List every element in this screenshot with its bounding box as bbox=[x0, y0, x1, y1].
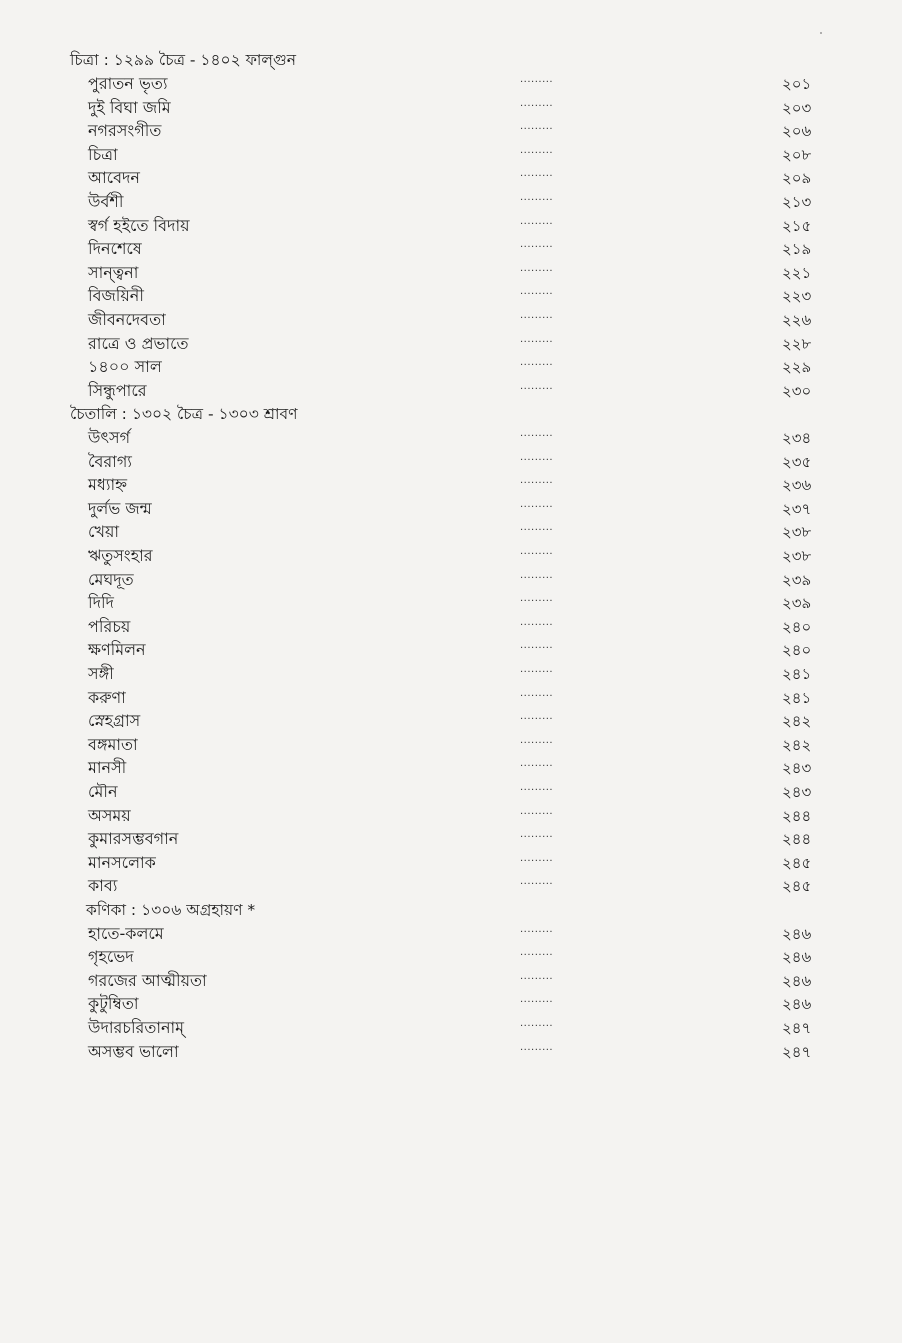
toc-entry bbox=[0, 355, 902, 379]
page-number: ২৪০ bbox=[782, 617, 812, 636]
toc-entry bbox=[0, 922, 902, 946]
page-number: ২০৩ bbox=[782, 98, 812, 117]
dot-leader: ......... bbox=[520, 805, 554, 817]
page-number: ২৪৫ bbox=[782, 877, 812, 896]
dot-leader: ......... bbox=[520, 546, 554, 557]
page-number: ২৪৩ bbox=[782, 783, 812, 801]
poem-title: ঋতুসংহার bbox=[88, 546, 153, 565]
page-number: ২৩৯ bbox=[782, 570, 812, 589]
poem-title: মেঘদূত bbox=[88, 569, 134, 589]
page-number: ২৩৫ bbox=[782, 452, 812, 471]
poem-title: হাতে-কলমে bbox=[88, 923, 164, 943]
toc-entry bbox=[0, 284, 902, 308]
page-number: ২২১ bbox=[782, 263, 812, 282]
poem-title: ১৪০০ সাল bbox=[88, 357, 162, 377]
poem-title: দুর্লভ জন্ম bbox=[88, 498, 152, 518]
dot-leader: ......... bbox=[520, 74, 554, 85]
toc-entry bbox=[0, 261, 902, 285]
toc-entry bbox=[0, 473, 902, 497]
toc-entry bbox=[0, 969, 902, 993]
toc-entry bbox=[0, 332, 902, 356]
poem-title: গরজের আত্মীয়তা bbox=[88, 970, 207, 990]
page-number: ২৩০ bbox=[782, 381, 812, 400]
dot-leader: ......... bbox=[520, 333, 554, 345]
section-heading-text: কণিকা : ১৩০৬ অগ্রহায়ণ * bbox=[86, 901, 256, 919]
toc-entry bbox=[0, 945, 902, 969]
dot-leader: ......... bbox=[520, 734, 554, 746]
toc-entry bbox=[0, 992, 902, 1016]
poem-title: স্নেহগ্রাস bbox=[88, 711, 141, 731]
page-number: ২৪১ bbox=[782, 665, 812, 683]
section-heading-chaitali bbox=[0, 402, 902, 426]
poem-title: কাব্য bbox=[88, 876, 118, 896]
dot-leader: ......... bbox=[520, 616, 554, 628]
page-number: ২১৩ bbox=[782, 193, 812, 211]
page-number: ২৪৩ bbox=[782, 759, 812, 778]
page-number: ২০১ bbox=[782, 75, 812, 93]
poem-title: বঙ্গমাতা bbox=[88, 734, 138, 754]
poem-title: উৎসর্গ bbox=[88, 428, 131, 447]
dot-leader: ......... bbox=[520, 687, 554, 699]
page-number: ২৪৬ bbox=[782, 995, 812, 1014]
page-number: ২৩৬ bbox=[782, 476, 812, 495]
toc-entry bbox=[0, 426, 902, 450]
page-number: ২১৯ bbox=[782, 240, 812, 259]
section-heading-text: চৈতালি : ১৩০২ চৈত্র - ১৩০৩ শ্রাবণ bbox=[70, 405, 298, 424]
page-number: ২২৮ bbox=[782, 334, 812, 353]
page-number: ২৪১ bbox=[782, 688, 812, 707]
page-number: ২৩৮ bbox=[782, 523, 812, 542]
poem-title: জীবনদেবতা bbox=[88, 310, 166, 329]
toc-entry bbox=[0, 214, 902, 238]
poem-title: দিদি bbox=[88, 593, 114, 613]
dot-leader: ......... bbox=[520, 970, 554, 982]
section-heading-kanika bbox=[0, 898, 902, 922]
dot-leader: ......... bbox=[520, 428, 554, 439]
dot-leader: ......... bbox=[520, 310, 554, 321]
page-number: ২৩৯ bbox=[782, 594, 812, 613]
page-number: ২০৮ bbox=[782, 145, 812, 164]
dot-leader: ......... bbox=[520, 923, 554, 935]
dot-leader: ......... bbox=[520, 758, 554, 770]
toc-entry bbox=[0, 733, 902, 757]
poem-title: স্বর্গ হইতে বিদায় bbox=[88, 215, 190, 235]
page-number: ২৪৬ bbox=[782, 971, 812, 990]
dot-leader: ......... bbox=[520, 451, 554, 463]
dot-leader: ......... bbox=[520, 121, 554, 133]
toc-entry bbox=[0, 756, 902, 780]
poem-title: করুণা bbox=[88, 687, 126, 707]
toc-entry bbox=[0, 638, 902, 662]
page-number: ২৪৫ bbox=[782, 853, 812, 872]
dot-leader: ......... bbox=[520, 876, 554, 888]
toc-entry bbox=[0, 851, 902, 875]
dot-leader: ......... bbox=[520, 947, 554, 959]
poem-title: অসময় bbox=[88, 805, 131, 825]
poem-title: সঙ্গী bbox=[88, 664, 114, 683]
dot-leader: ......... bbox=[520, 1018, 554, 1029]
dot-leader: ......... bbox=[520, 664, 554, 675]
paper-speck bbox=[820, 32, 822, 34]
dot-leader: ......... bbox=[520, 782, 554, 793]
dot-leader: ......... bbox=[520, 829, 554, 841]
toc-entry bbox=[0, 520, 902, 544]
dot-leader: ......... bbox=[520, 168, 554, 180]
section-heading-text: চিত্রা : ১২৯৯ চৈত্র - ১৪০২ ফাল্গুন bbox=[70, 51, 296, 69]
toc-entry bbox=[0, 874, 902, 898]
poem-title: গৃহভেদ bbox=[88, 947, 134, 967]
poem-title: পরিচয় bbox=[88, 616, 131, 636]
toc-entry bbox=[0, 143, 902, 167]
poem-title: চিত্রা bbox=[88, 144, 118, 164]
poem-title: কুটুম্বিতা bbox=[88, 994, 139, 1014]
page-number: ২৩৭ bbox=[782, 499, 812, 518]
dot-leader: ......... bbox=[520, 593, 554, 605]
dot-leader: ......... bbox=[520, 239, 554, 251]
dot-leader: ......... bbox=[520, 711, 554, 723]
toc-entry bbox=[0, 1040, 902, 1064]
page-number: ২৪২ bbox=[782, 712, 812, 731]
toc-entry bbox=[0, 686, 902, 710]
poem-title: দুই বিঘা জমি bbox=[88, 97, 171, 117]
section-heading-chitra bbox=[0, 48, 902, 72]
dot-leader: ......... bbox=[520, 286, 554, 298]
toc-entry bbox=[0, 662, 902, 686]
dot-leader: ......... bbox=[520, 569, 554, 581]
toc-entry bbox=[0, 96, 902, 120]
toc-entry bbox=[0, 827, 902, 851]
poem-title: দিনশেষে bbox=[88, 239, 142, 259]
page-number: ২২৩ bbox=[782, 287, 812, 306]
toc-entry bbox=[0, 119, 902, 143]
page-number: ২১৫ bbox=[782, 216, 812, 235]
page-number: ২৪৪ bbox=[782, 806, 812, 825]
poem-title: মানসী bbox=[88, 758, 127, 778]
poem-title: সান্ত্বনা bbox=[88, 262, 139, 282]
poem-title: মধ্যাহ্ন bbox=[88, 475, 128, 495]
toc-entry bbox=[0, 568, 902, 592]
page-number: ২২৯ bbox=[782, 358, 812, 377]
dot-leader: ......... bbox=[520, 192, 554, 203]
toc-entry bbox=[0, 1016, 902, 1040]
poem-title: সিন্ধুপারে bbox=[88, 380, 147, 400]
toc-entry bbox=[0, 804, 902, 828]
poem-title: আবেদন bbox=[88, 168, 140, 188]
poem-title: উর্বশী bbox=[88, 192, 124, 211]
toc-entry bbox=[0, 709, 902, 733]
toc-entry bbox=[0, 544, 902, 568]
page-number: ২৪২ bbox=[782, 735, 812, 754]
dot-leader: ......... bbox=[520, 1041, 554, 1053]
dot-leader: ......... bbox=[520, 640, 554, 652]
toc-entry bbox=[0, 591, 902, 615]
toc-entry bbox=[0, 379, 902, 403]
dot-leader: ......... bbox=[520, 522, 554, 534]
poem-title: অসম্ভব ভালো bbox=[88, 1041, 179, 1061]
dot-leader: ......... bbox=[520, 357, 554, 369]
page-number: ২২৬ bbox=[782, 311, 812, 329]
page-number: ২৩৪ bbox=[782, 429, 812, 447]
toc-entry bbox=[0, 450, 902, 474]
poem-title: কুমারসম্ভবগান bbox=[88, 829, 179, 849]
page-number: ২৪৬ bbox=[782, 948, 812, 967]
page-number: ২৪০ bbox=[782, 641, 812, 660]
poem-title: বিজয়িনী bbox=[88, 286, 144, 306]
dot-leader: ......... bbox=[520, 97, 554, 109]
toc-entry bbox=[0, 72, 902, 96]
page-number: ২০৯ bbox=[782, 169, 812, 188]
page-number: ২৪৭ bbox=[782, 1019, 812, 1037]
page-number: ২৪৪ bbox=[782, 830, 812, 849]
dot-leader: ......... bbox=[520, 498, 554, 510]
poem-title: পুরাতন ভৃত্য bbox=[88, 74, 168, 93]
dot-leader: ......... bbox=[520, 852, 554, 864]
poem-title: খেয়া bbox=[88, 522, 120, 542]
page-number: ২৪৬ bbox=[782, 924, 812, 943]
toc-entry bbox=[0, 497, 902, 521]
dot-leader: ......... bbox=[520, 262, 554, 274]
poem-title: রাত্রে ও প্রভাতে bbox=[88, 333, 189, 353]
dot-leader: ......... bbox=[520, 144, 554, 156]
poem-title: নগরসংগীত bbox=[88, 121, 162, 141]
poem-title: বৈরাগ্য bbox=[88, 451, 132, 471]
dot-leader: ......... bbox=[520, 475, 554, 487]
dot-leader: ......... bbox=[520, 380, 554, 392]
poem-title: মৌন bbox=[88, 782, 118, 801]
dot-leader: ......... bbox=[520, 215, 554, 227]
poem-title: ক্ষণমিলন bbox=[88, 640, 146, 660]
page-number: ২০৬ bbox=[782, 122, 812, 141]
poem-title: মানসলোক bbox=[88, 852, 156, 872]
page-number: ২৩৮ bbox=[782, 547, 812, 565]
toc-entry bbox=[0, 615, 902, 639]
toc-entry bbox=[0, 166, 902, 190]
toc-entry bbox=[0, 190, 902, 214]
poem-title: উদারচরিতানাম্ bbox=[88, 1018, 185, 1037]
dot-leader: ......... bbox=[520, 994, 554, 1006]
toc-entry bbox=[0, 308, 902, 332]
toc-entry bbox=[0, 780, 902, 804]
page-number: ২৪৭ bbox=[782, 1042, 812, 1061]
toc-entry bbox=[0, 237, 902, 261]
